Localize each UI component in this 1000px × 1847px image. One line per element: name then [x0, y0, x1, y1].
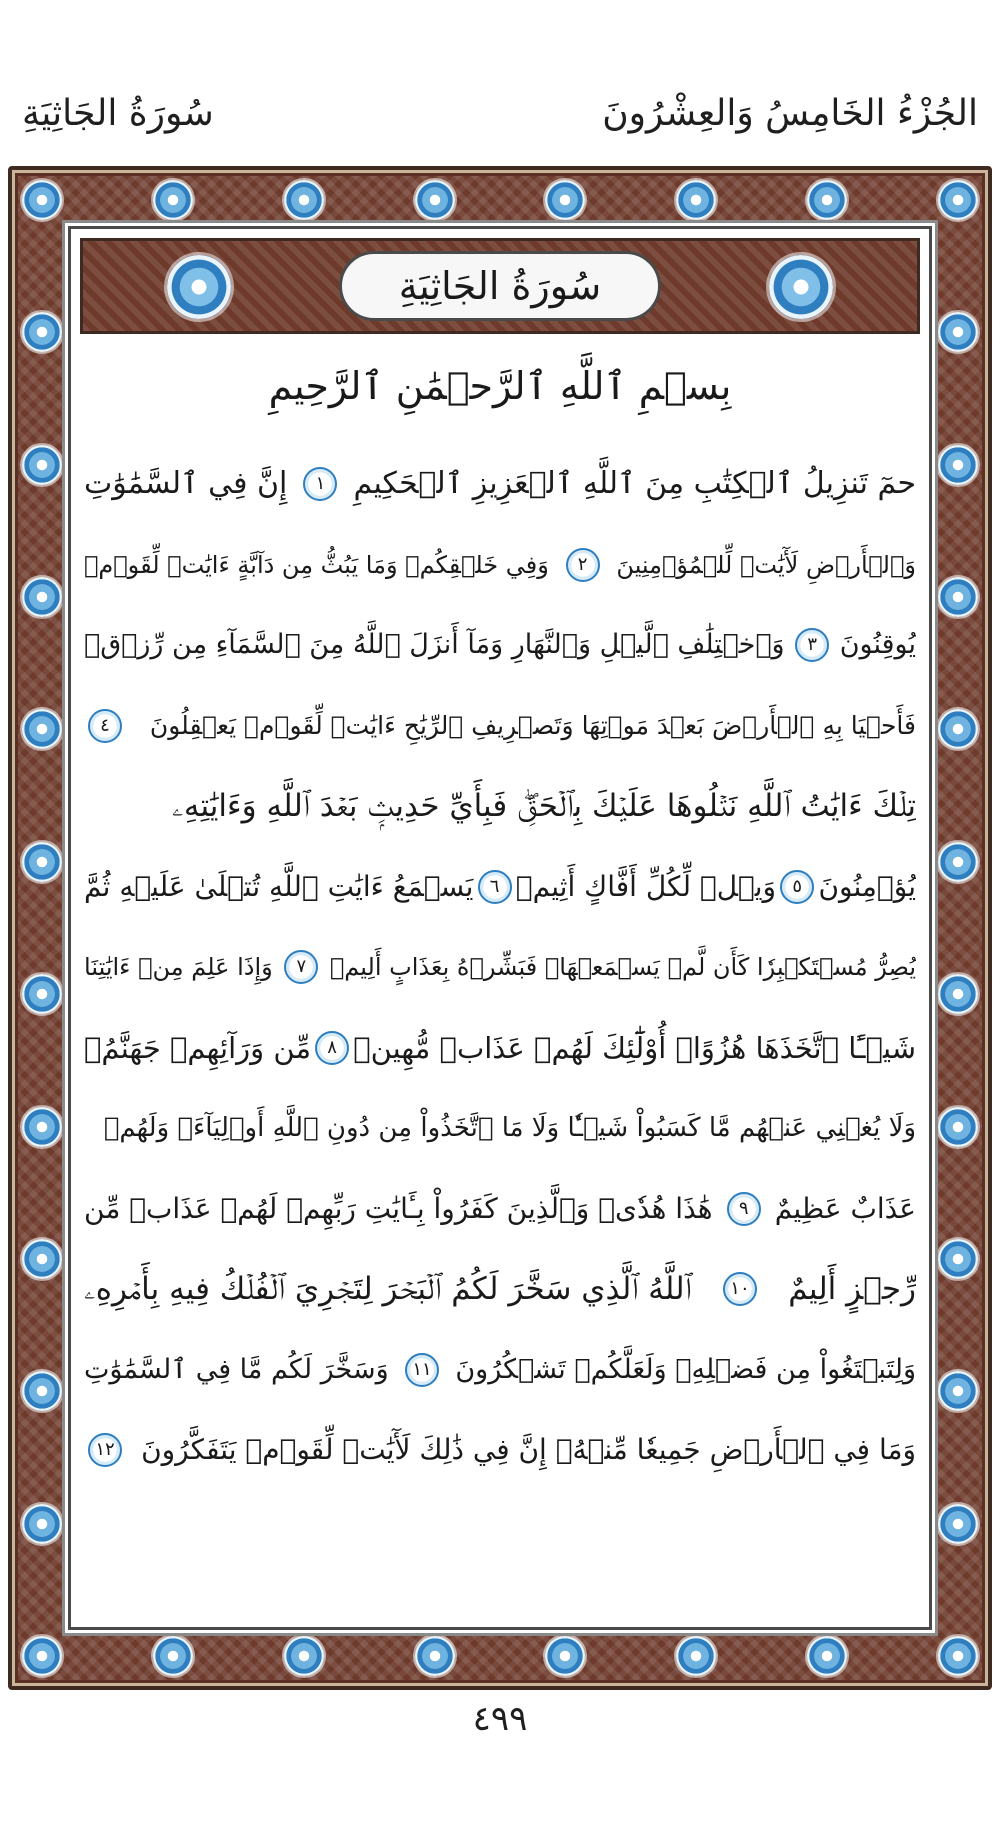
verse-text: فَأَحۡيَا بِهِ ٱلۡأَرۡضَ بَعۡدَ مَوۡتِهَا وَتَصۡرِيفِ ٱلرِّيَٰحِ ءَايَٰتٞ لِّقَوۡمٖ يَعۡقِلُونَ — [149, 710, 916, 740]
verse-text: تِلۡكَ ءَايَٰتُ ٱللَّهِ نَتۡلُوهَا عَلَيۡكَ بِٱلۡحَقِّۖ فَبِأَيِّ حَدِيثِۭ بَعۡدَ ٱللَّهِ وَءَايَٰتِهِۦ — [172, 788, 916, 825]
rosette-icon — [676, 180, 716, 220]
verse-text: وَفِي خَلۡقِكُمۡ وَمَا يَبُثُّ مِن دَآبَّةٍ ءَايَٰتٞ لِّقَوۡمٖ — [84, 550, 549, 579]
verse-line — [84, 847, 916, 928]
verse-text: حمٓ تَنزِيلُ ٱلۡكِتَٰبِ مِنَ ٱللَّهِ ٱلۡعَزِيزِ ٱلۡحَكِيمِ — [353, 466, 916, 502]
verse-text: شَيۡـًٔا ٱتَّخَذَهَا هُزُوًاۚ أُوْلَٰٓئِكَ لَهُمۡ عَذَابٞ مُّهِينٞ — [353, 1030, 916, 1065]
ayah-marker-icon: ٣ — [795, 628, 829, 662]
rosette-icon — [22, 1636, 62, 1676]
verse-line — [84, 525, 916, 606]
rosette-icon — [938, 577, 978, 617]
ayah-marker-icon: ٩ — [727, 1192, 761, 1226]
ayah-marker-icon: ٨ — [315, 1031, 349, 1065]
verse-line — [84, 1008, 916, 1089]
verse-text: وَيۡلٞ لِّكُلِّ أَفَّاكٍ أَثِيمٖ — [515, 869, 777, 903]
surah-title-band — [80, 238, 920, 334]
verse-text: وَسَخَّرَ لَكُم مَّا فِي ٱلسَّمَٰوَٰتِ — [84, 1353, 389, 1385]
rosette-icon — [22, 709, 62, 749]
verse-text: هَٰذَا هُدٗىۖ وَٱلَّذِينَ كَفَرُواْ بِـَٔايَٰتِ رَبِّهِمۡ لَهُمۡ عَذَابٞ مِّن — [84, 1191, 713, 1225]
ayah-marker-icon: ٧ — [284, 950, 318, 984]
rosette-icon — [676, 1636, 716, 1676]
medallion-icon — [769, 255, 833, 319]
verse-text: وَٱخۡتِلَٰفِ ٱلَّيۡلِ وَٱلنَّهَارِ وَمَآ أَنزَلَ ٱللَّهُ مِنَ ٱلسَّمَآءِ مِن رِّزۡقٖ — [84, 629, 785, 661]
rosette-icon — [153, 1636, 193, 1676]
rosette-icon — [545, 180, 585, 220]
basmala: بِسۡمِ ٱللَّهِ ٱلرَّحۡمَٰنِ ٱلرَّحِيمِ — [268, 364, 732, 408]
rosette-icon — [22, 842, 62, 882]
verse-line — [84, 1330, 916, 1411]
ayah-marker-icon: ١٠ — [723, 1272, 757, 1306]
verse-text: وَمَا فِي ٱلۡأَرۡضِ جَمِيعٗا مِّنۡهُۚ إِنَّ فِي ذَٰلِكَ لَأٓيَٰتٖ لِّقَوۡمٖ يَتَفَكَّرُونَ — [141, 1433, 916, 1467]
verse-lines — [84, 444, 916, 1491]
verse-text: يَسۡمَعُ ءَايَٰتِ ٱللَّهِ تُتۡلَىٰ عَلَيۡهِ ثُمَّ — [84, 869, 474, 903]
rosette-icon — [938, 1239, 978, 1279]
rosette-icon — [22, 577, 62, 617]
rosette-icon — [938, 842, 978, 882]
surah-title: سُورَةُ الجَاثِيَةِ — [398, 264, 602, 308]
ayah-marker-icon: ٤ — [88, 709, 122, 743]
verse-text: وَٱلۡأَرۡضِ لَأٓيَٰتٖ لِّلۡمُؤۡمِنِينَ — [616, 550, 916, 579]
rosette-icon — [22, 974, 62, 1014]
ayah-marker-icon: ١٢ — [88, 1433, 122, 1467]
ayah-marker-icon: ١ — [303, 467, 337, 501]
page-number: ٤٩٩ — [472, 1699, 528, 1739]
verse-text: إِنَّ فِي ٱلسَّمَٰوَٰتِ — [84, 466, 288, 502]
verse-line — [84, 1088, 916, 1169]
rosette-icon — [415, 1636, 455, 1676]
verse-text: وَلِتَبۡتَغُواْ مِن فَضۡلِهِۦ وَلَعَلَّكُمۡ تَشۡكُرُونَ — [455, 1353, 916, 1385]
verse-line — [84, 927, 916, 1008]
ayah-marker-icon: ٦ — [478, 870, 512, 904]
juz-header: الجُزْءُ الخَامِسُ وَالعِشْرُونَ — [602, 93, 978, 134]
verse-text: يُصِرُّ مُسۡتَكۡبِرٗا كَأَن لَّمۡ يَسۡمَعۡهَاۖ فَبَشِّرۡهُ بِعَذَابٍ أَلِيمٖ — [329, 953, 916, 982]
rosette-icon — [938, 1636, 978, 1676]
verse-text: عَذَابٌ عَظِيمٌ — [774, 1191, 916, 1225]
rosette-icon — [938, 180, 978, 220]
verse-text: يُؤۡمِنُونَ — [818, 869, 916, 903]
ayah-marker-icon: ٥ — [780, 870, 814, 904]
rosette-icon — [807, 180, 847, 220]
ayah-marker-icon: ١١ — [405, 1353, 439, 1387]
rosette-icon — [938, 1504, 978, 1544]
verse-line — [84, 766, 916, 847]
verse-text: رِّجۡزٍ أَلِيمٌ — [788, 1271, 916, 1308]
verse-text: وَإِذَا عَلِمَ مِنۡ ءَايَٰتِنَا — [84, 953, 273, 982]
rosette-icon — [415, 180, 455, 220]
surah-header: سُورَةُ الجَاثِيَةِ — [22, 93, 214, 134]
rosette-icon — [22, 1371, 62, 1411]
verse-line — [84, 605, 916, 686]
rosette-icon — [22, 445, 62, 485]
title-cartouche — [339, 251, 661, 321]
verse-text: وَلَا يُغۡنِي عَنۡهُم مَّا كَسَبُواْ شَيۡـٔٗا وَلَا مَا ٱتَّخَذُواْ مِن دُونِ ٱللَّهِ أَوۡلِيَآءَۖ وَلَهُمۡ — [103, 1113, 916, 1144]
rosette-icon — [22, 312, 62, 352]
ayah-marker-icon: ٢ — [566, 548, 600, 582]
verse-text: ٱللَّهُ ٱلَّذِي سَخَّرَ لَكُمُ ٱلۡبَحۡرَ لِتَجۡرِيَ ٱلۡفُلۡكُ فِيهِ بِأَمۡرِهِۦ — [84, 1271, 692, 1308]
rosette-icon — [807, 1636, 847, 1676]
rosette-icon — [938, 1107, 978, 1147]
rosette-icon — [153, 180, 193, 220]
rosette-icon — [22, 1504, 62, 1544]
rosette-icon — [938, 1371, 978, 1411]
verse-line — [84, 1169, 916, 1250]
verse-line — [84, 686, 916, 767]
verse-text: يُوقِنُونَ — [839, 629, 916, 661]
rosette-icon — [545, 1636, 585, 1676]
rosette-icon — [938, 312, 978, 352]
verse-line — [84, 1410, 916, 1491]
rosette-icon — [22, 1107, 62, 1147]
rosette-icon — [22, 1239, 62, 1279]
rosette-icon — [938, 709, 978, 749]
rosette-icon — [938, 445, 978, 485]
rosette-icon — [284, 1636, 324, 1676]
rosette-icon — [938, 974, 978, 1014]
verse-text: مِّن وَرَآئِهِمۡ جَهَنَّمُۖ — [84, 1030, 312, 1065]
medallion-icon — [167, 255, 231, 319]
rosette-icon — [284, 180, 324, 220]
verse-line — [84, 444, 916, 525]
verse-line — [84, 1249, 916, 1330]
rosette-icon — [22, 180, 62, 220]
